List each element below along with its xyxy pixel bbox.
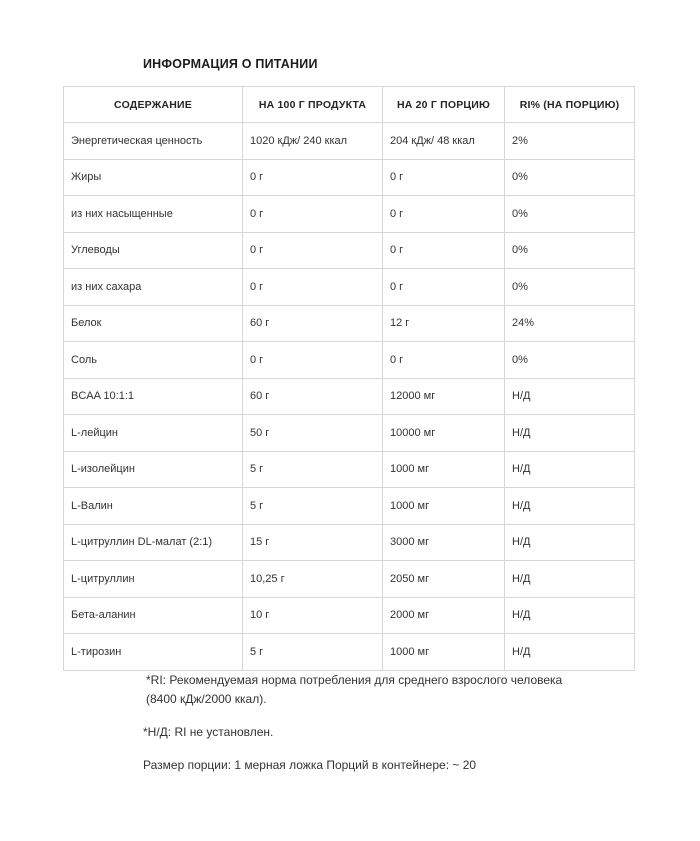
per-serving-value: 0 г <box>383 342 505 379</box>
header-per-serving: НА 20 Г ПОРЦИЮ <box>383 87 505 123</box>
ri-value: 0% <box>505 232 635 269</box>
ri-value: Н/Д <box>505 488 635 525</box>
per-serving-value: 0 г <box>383 196 505 233</box>
per-100g-value: 0 г <box>243 342 383 379</box>
table-row <box>64 269 635 306</box>
per-100g-value: 50 г <box>243 415 383 452</box>
per-100g-value: 5 г <box>243 451 383 488</box>
per-serving-value: 1000 мг <box>383 488 505 525</box>
ri-value: 0% <box>505 196 635 233</box>
table-row <box>64 561 635 598</box>
per-serving-value: 2000 мг <box>383 597 505 634</box>
per-serving-value: 2050 мг <box>383 561 505 598</box>
nutrient-name: Углеводы <box>64 232 243 269</box>
per-100g-value: 5 г <box>243 634 383 671</box>
nutrient-name: Белок <box>64 305 243 342</box>
ri-value: Н/Д <box>505 451 635 488</box>
per-100g-value: 0 г <box>243 232 383 269</box>
ri-value: Н/Д <box>505 634 635 671</box>
nutrition-table <box>63 86 635 671</box>
table-row <box>64 634 635 671</box>
nutrient-name: L-тирозин <box>64 634 243 671</box>
per-serving-value: 12000 мг <box>383 378 505 415</box>
per-serving-value: 10000 мг <box>383 415 505 452</box>
table-row <box>64 488 635 525</box>
per-serving-value: 3000 мг <box>383 524 505 561</box>
per-serving-value: 12 г <box>383 305 505 342</box>
per-100g-value: 10 г <box>243 597 383 634</box>
table-row <box>64 378 635 415</box>
nd-footnote: *Н/Д: RI не установлен. <box>143 725 274 739</box>
ri-footnote-line2: (8400 кДж/2000 ккал). <box>146 692 267 706</box>
nutrient-name: L-цитруллин DL-малат (2:1) <box>64 524 243 561</box>
table-row <box>64 305 635 342</box>
table-row <box>64 451 635 488</box>
ri-value: 24% <box>505 305 635 342</box>
per-serving-value: 0 г <box>383 159 505 196</box>
ri-footnote-line1: *RI: Рекомендуемая норма потребления для среднего взрослого человека <box>146 673 563 687</box>
per-100g-value: 0 г <box>243 269 383 306</box>
header-content: СОДЕРЖАНИЕ <box>64 87 243 123</box>
nutrient-name: Жиры <box>64 159 243 196</box>
ri-value: Н/Д <box>505 378 635 415</box>
nutrient-name: из них насыщенные <box>64 196 243 233</box>
nutrient-name: L-изолейцин <box>64 451 243 488</box>
nutrient-name: Бета-аланин <box>64 597 243 634</box>
per-100g-value: 5 г <box>243 488 383 525</box>
nutrient-name: Соль <box>64 342 243 379</box>
per-100g-value: 1020 кДж/ 240 ккал <box>243 123 383 160</box>
nutrient-name: BCAA 10:1:1 <box>64 378 243 415</box>
ri-footnote <box>143 671 603 709</box>
header-ri-percent: RI% (НА ПОРЦИЮ) <box>505 87 635 123</box>
nutrient-name: L-Валин <box>64 488 243 525</box>
per-100g-value: 0 г <box>243 159 383 196</box>
ri-value: Н/Д <box>505 561 635 598</box>
table-row <box>64 597 635 634</box>
table-row <box>64 196 635 233</box>
nutrient-name: Энергетическая ценность <box>64 123 243 160</box>
per-100g-value: 10,25 г <box>243 561 383 598</box>
per-100g-value: 60 г <box>243 305 383 342</box>
nutrient-name: L-лейцин <box>64 415 243 452</box>
footnotes <box>143 671 603 789</box>
table-row <box>64 415 635 452</box>
per-serving-value: 0 г <box>383 269 505 306</box>
serving-info: Размер порции: 1 мерная ложка Порций в контейнере: ~ 20 <box>143 758 477 772</box>
nutrient-name: из них сахара <box>64 269 243 306</box>
per-100g-value: 15 г <box>243 524 383 561</box>
per-serving-value: 0 г <box>383 232 505 269</box>
table-row <box>64 342 635 379</box>
ri-value: 0% <box>505 342 635 379</box>
table-row <box>64 159 635 196</box>
per-serving-value: 1000 мг <box>383 451 505 488</box>
ri-value: Н/Д <box>505 415 635 452</box>
table-header-row <box>64 87 635 123</box>
per-serving-value: 1000 мг <box>383 634 505 671</box>
header-per-100g: НА 100 Г ПРОДУКТА <box>243 87 383 123</box>
table-row <box>64 524 635 561</box>
ri-value: Н/Д <box>505 597 635 634</box>
per-100g-value: 0 г <box>243 196 383 233</box>
nutrient-name: L-цитруллин <box>64 561 243 598</box>
page-title: ИНФОРМАЦИЯ О ПИТАНИИ <box>143 57 318 71</box>
ri-value: 0% <box>505 269 635 306</box>
table-row <box>64 123 635 160</box>
ri-value: 2% <box>505 123 635 160</box>
per-serving-value: 204 кДж/ 48 ккал <box>383 123 505 160</box>
table-row <box>64 232 635 269</box>
ri-value: Н/Д <box>505 524 635 561</box>
ri-value: 0% <box>505 159 635 196</box>
per-100g-value: 60 г <box>243 378 383 415</box>
